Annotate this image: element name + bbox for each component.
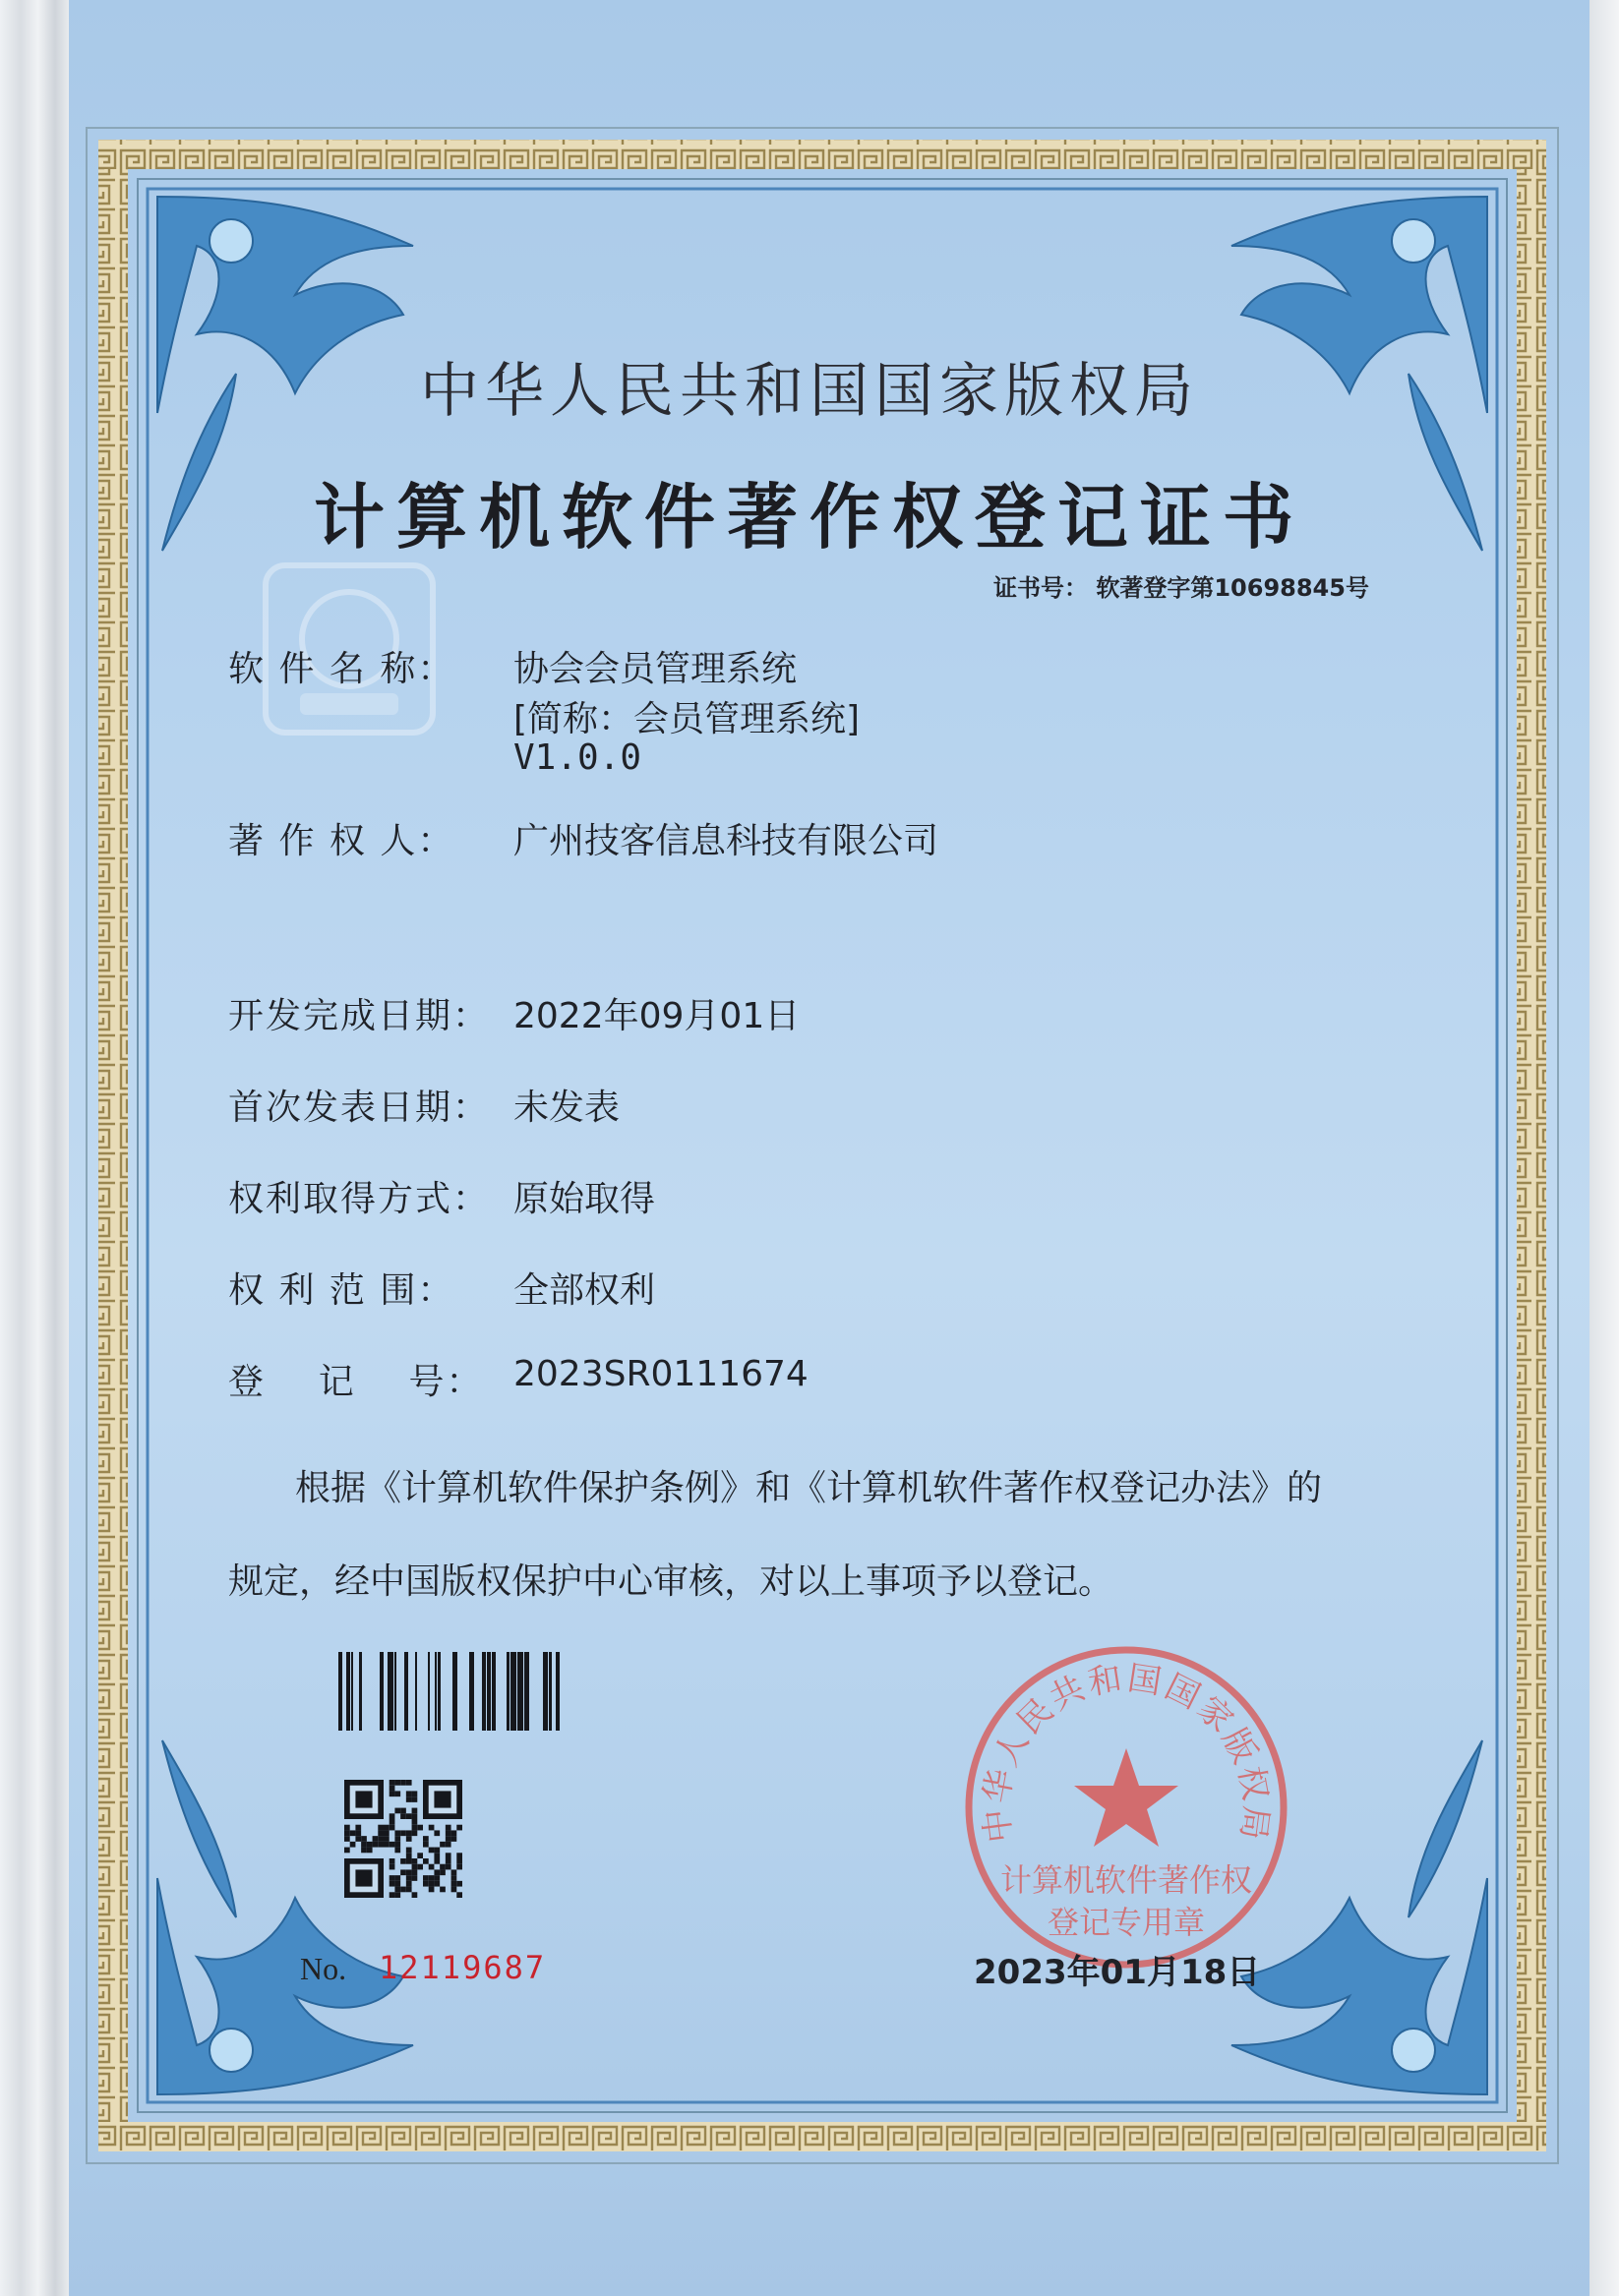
qr-code-icon — [344, 1780, 462, 1898]
seal-outer-text: 中华人民共和国国家版权局 — [976, 1658, 1277, 1846]
first-publication: 未发表 — [513, 1088, 621, 1128]
acquisition-method: 原始取得 — [513, 1179, 656, 1219]
official-seal-stamp — [959, 1640, 1293, 1974]
barcode-icon — [338, 1652, 560, 1731]
serial-number-label: No. — [300, 1951, 347, 1986]
seal-line-1: 计算机软件著作权 — [999, 1861, 1253, 1899]
copyright-owner-label: 著 作 权 人： — [228, 821, 455, 861]
rights-scope-label: 权 利 范 围： — [228, 1270, 455, 1311]
software-short-name: [简称：会员管理系统] — [513, 699, 861, 739]
rights-scope: 全部权利 — [513, 1270, 656, 1311]
registration-number: 2023SR0111674 — [513, 1354, 809, 1394]
seal-line-2: 登记专用章 — [1047, 1904, 1206, 1941]
certificate-number: 证书号： 软著登字第10698845号 — [993, 574, 1369, 602]
issuing-authority: 中华人民共和国国家版权局 — [420, 357, 1199, 426]
software-name-label: 软 件 名 称： — [228, 649, 455, 689]
statement-line-2: 规定，经中国版权保护中心审核，对以上事项予以登记。 — [228, 1561, 1114, 1602]
seal-star-icon — [1074, 1748, 1178, 1847]
copyright-owner: 广州技客信息科技有限公司 — [513, 821, 939, 861]
software-name: 协会会员管理系统 — [513, 649, 798, 689]
acquisition-method-label: 权利取得方式： — [228, 1179, 491, 1219]
serial-number: 12119687 — [379, 1949, 547, 1986]
statement-line-1: 根据《计算机软件保护条例》和《计算机软件著作权登记办法》的 — [295, 1468, 1323, 1508]
completion-date: 2022年09月01日 — [513, 996, 801, 1036]
certificate-title: 计算机软件著作权登记证书 — [313, 476, 1305, 559]
software-version: V1.0.0 — [513, 737, 642, 778]
registration-number-label: 登 记 号： — [228, 1362, 484, 1402]
completion-date-label: 开发完成日期： — [228, 996, 491, 1036]
first-publication-label: 首次发表日期： — [228, 1088, 491, 1128]
issue-date: 2023年01月18日 — [974, 1953, 1261, 1992]
